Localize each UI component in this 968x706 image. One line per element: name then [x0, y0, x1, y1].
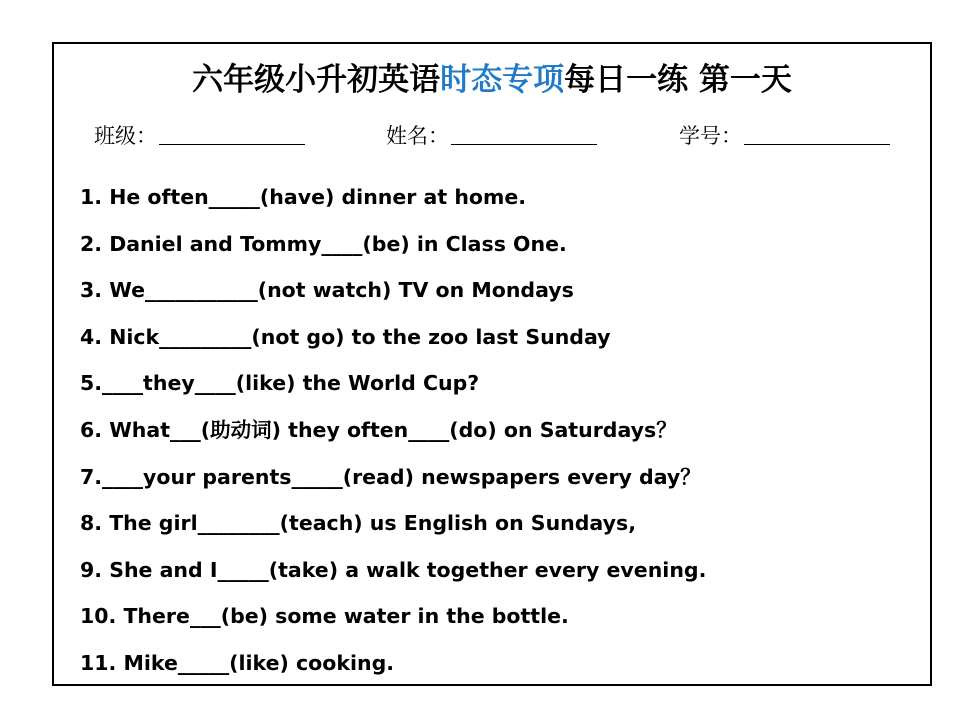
worksheet-frame — [52, 42, 932, 686]
question-item: 8. The girl________(teach) us English on Sundays, — [80, 511, 636, 536]
name-label: 姓名： — [386, 124, 449, 148]
question-item: 1. He often_____(have) dinner at home. — [80, 185, 527, 209]
class-label: 班级： — [94, 124, 157, 148]
student-number-field — [679, 120, 890, 152]
class-blank-line[interactable] — [159, 122, 305, 145]
question-item: 4. Nick_________(not go) to the zoo last Sunday — [80, 324, 611, 349]
title-part-1: 六年级小升初英语 — [192, 62, 441, 98]
student-number-blank-line[interactable] — [744, 122, 890, 145]
worksheet-title — [54, 58, 930, 102]
question-item: 9. She and I_____(take) a walk together every evening. — [80, 557, 707, 582]
question-item: 7.____your parents_____(read) newspapers every day？ — [80, 464, 701, 489]
question-item: 6. What___(助动词) they often____(do) on Saturdays？ — [80, 417, 677, 442]
title-part-2: 每日一练 第一天 — [564, 62, 792, 98]
student-number-label: 学号： — [679, 124, 742, 148]
question-item: 11. Mike_____(like) cooking. — [80, 650, 395, 675]
class-field — [94, 120, 305, 152]
question-list — [80, 174, 920, 687]
question-item: 3. We___________(not watch) TV on Mondays — [80, 278, 574, 303]
question-item: 10. There___(be) some water in the bottle. — [80, 604, 569, 629]
question-item: 5.____they____(like) the World Cup? — [80, 371, 480, 396]
student-info-row — [54, 120, 930, 152]
name-field — [386, 120, 597, 152]
question-item: 2. Daniel and Tommy____(be) in Class One. — [80, 231, 567, 256]
title-highlight: 时态专项 — [440, 62, 565, 98]
name-blank-line[interactable] — [451, 122, 597, 145]
